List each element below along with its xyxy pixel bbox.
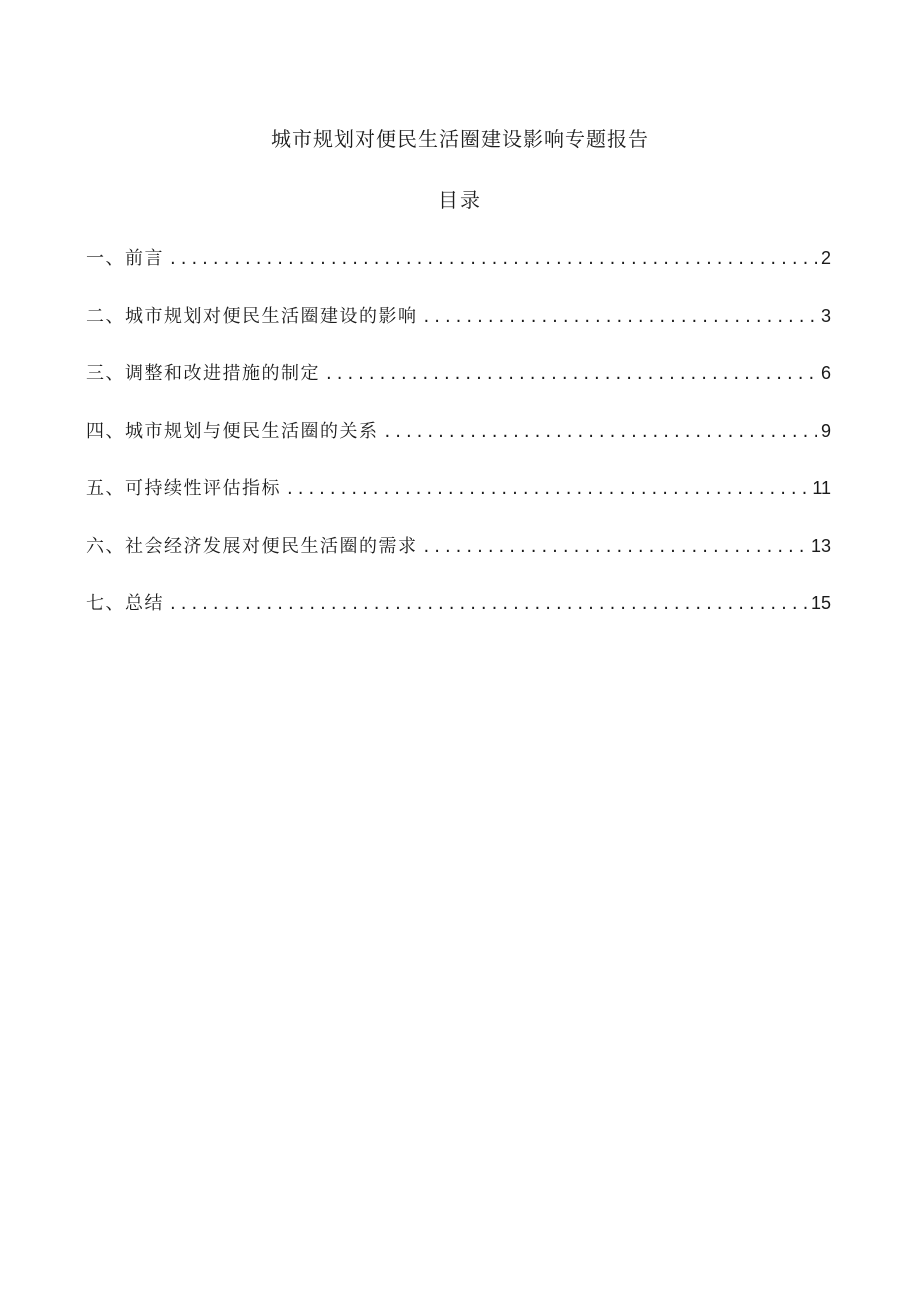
toc-dot-leader: [424, 532, 807, 562]
toc-heading: 目录: [438, 188, 482, 212]
toc-entry-impact[interactable]: [86, 301, 831, 359]
document-title: 城市规划对便民生活圈建设影响专题报告: [271, 127, 649, 151]
toc-dot-leader: [424, 302, 817, 332]
toc-dot-leader: [326, 359, 817, 389]
toc-entry-socioeconomic[interactable]: [86, 531, 831, 589]
toc-entry-label: 一、前言: [86, 248, 164, 269]
toc-entry-summary[interactable]: [86, 588, 831, 646]
toc-entry-measures[interactable]: [86, 358, 831, 416]
toc-entry-relationship[interactable]: [86, 416, 831, 474]
toc-dot-leader: [170, 589, 807, 619]
toc-entry-label: 六、社会经济发展对便民生活圈的需求: [86, 535, 418, 557]
toc-page-number: 6: [820, 363, 831, 383]
toc-entry-label: 三、调整和改进措施的制定: [86, 363, 320, 384]
toc-page-number: 13: [810, 535, 831, 556]
toc-page-number: 2: [820, 248, 831, 268]
toc-entry-preface[interactable]: [86, 243, 831, 301]
toc-entry-label: 二、城市规划对便民生活圈建设的影响: [86, 305, 418, 327]
toc-entry-label: 四、城市规划与便民生活圈的关系: [86, 420, 379, 442]
toc-dot-leader: [170, 244, 817, 274]
toc-entry-label: 五、可持续性评估指标: [86, 478, 281, 499]
toc-page-number: 15: [810, 593, 831, 613]
toc-dot-leader: [287, 474, 808, 504]
toc-entry-label: 七、总结: [86, 593, 164, 614]
toc-dot-leader: [385, 417, 817, 447]
toc-entry-sustainability[interactable]: [86, 473, 831, 531]
table-of-contents: [86, 243, 831, 646]
toc-page-number: 3: [820, 305, 831, 326]
toc-page-number: 11: [812, 478, 831, 498]
toc-page-number: 9: [820, 420, 831, 441]
